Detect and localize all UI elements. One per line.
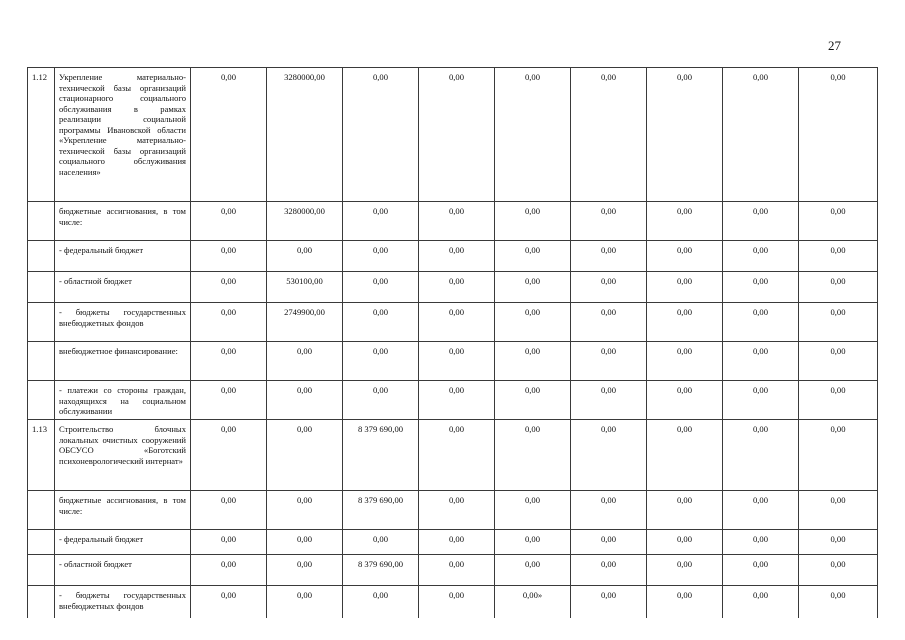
amount-cell: 0,00 [343,530,419,555]
amount-cell: 0,00 [799,555,878,586]
amount-cell: 0,00 [191,68,267,202]
table-row [28,491,878,530]
amount-cell: 0,00 [723,420,799,491]
amount-cell: 0,00 [495,68,571,202]
row-description: - федеральный бюджет [55,530,191,555]
amount-cell: 0,00 [799,342,878,381]
row-index [28,202,55,241]
amount-cell: 0,00 [191,555,267,586]
table-row [28,202,878,241]
amount-cell: 0,00 [495,381,571,420]
amount-cell: 0,00 [343,381,419,420]
amount-cell: 0,00 [571,491,647,530]
amount-cell: 0,00 [419,68,495,202]
row-index: 1.12 [28,68,55,202]
amount-cell: 0,00 [267,241,343,272]
row-description: - областной бюджет [55,272,191,303]
amount-cell: 0,00 [191,342,267,381]
amount-cell: 8 379 690,00 [343,555,419,586]
amount-cell: 0,00 [191,303,267,342]
amount-cell: 0,00 [419,530,495,555]
amount-cell: 0,00 [191,491,267,530]
row-index [28,272,55,303]
amount-cell: 0,00 [419,342,495,381]
amount-cell: 0,00 [419,241,495,272]
amount-cell: 0,00 [343,303,419,342]
amount-cell: 0,00 [647,241,723,272]
amount-cell: 8 379 690,00 [343,491,419,530]
amount-cell: 0,00 [267,381,343,420]
amount-cell: 0,00 [799,303,878,342]
amount-cell: 0,00 [495,491,571,530]
amount-cell: 2749900,00 [267,303,343,342]
amount-cell: 0,00 [343,68,419,202]
amount-cell: 0,00 [267,555,343,586]
amount-cell: 0,00 [647,342,723,381]
budget-table [27,67,878,618]
row-index [28,381,55,420]
amount-cell: 0,00 [799,491,878,530]
amount-cell: 0,00 [799,272,878,303]
amount-cell: 0,00 [267,491,343,530]
row-index [28,586,55,619]
row-index [28,530,55,555]
amount-cell: 0,00 [419,381,495,420]
amount-cell: 0,00 [495,342,571,381]
amount-cell: 0,00 [647,530,723,555]
amount-cell: 0,00 [495,241,571,272]
amount-cell: 0,00 [343,202,419,241]
table-row [28,303,878,342]
amount-cell: 0,00» [495,586,571,619]
amount-cell: 0,00 [723,303,799,342]
row-index [28,241,55,272]
amount-cell: 0,00 [571,202,647,241]
amount-cell: 0,00 [495,272,571,303]
amount-cell: 0,00 [723,272,799,303]
amount-cell: 0,00 [799,241,878,272]
table-row [28,342,878,381]
amount-cell: 0,00 [571,420,647,491]
amount-cell: 0,00 [571,68,647,202]
row-description: - федеральный бюджет [55,241,191,272]
amount-cell: 8 379 690,00 [343,420,419,491]
table-row [28,381,878,420]
row-description: - платежи со стороны граждан, находящихся на социальном обслуживании [55,381,191,420]
amount-cell: 0,00 [571,381,647,420]
amount-cell: 0,00 [267,342,343,381]
row-description: - бюджеты государственных внебюджетных фондов [55,303,191,342]
amount-cell: 0,00 [571,303,647,342]
amount-cell: 0,00 [419,303,495,342]
amount-cell: 0,00 [647,68,723,202]
row-description: бюджетные ассигнования, в том числе: [55,202,191,241]
amount-cell: 0,00 [723,68,799,202]
amount-cell: 0,00 [343,241,419,272]
table-row [28,555,878,586]
amount-cell: 0,00 [647,303,723,342]
amount-cell: 0,00 [647,202,723,241]
amount-cell: 0,00 [723,241,799,272]
row-index [28,342,55,381]
budget-table-body [28,68,878,619]
amount-cell: 0,00 [191,586,267,619]
row-index [28,555,55,586]
row-description: - областной бюджет [55,555,191,586]
amount-cell: 0,00 [647,272,723,303]
amount-cell: 0,00 [799,381,878,420]
amount-cell: 0,00 [723,491,799,530]
amount-cell: 0,00 [647,491,723,530]
amount-cell: 0,00 [191,272,267,303]
amount-cell: 0,00 [647,586,723,619]
amount-cell: 0,00 [191,420,267,491]
amount-cell: 0,00 [647,420,723,491]
row-description: Укрепление материально-технической базы организаций стационарного социального обслуживания в рамках реализации социальной программы Ивановской области «Укрепление материально-технической базы организаций социального обслуживания населения» [55,68,191,202]
row-index [28,491,55,530]
amount-cell: 0,00 [343,586,419,619]
amount-cell: 0,00 [495,555,571,586]
amount-cell: 0,00 [419,420,495,491]
amount-cell: 0,00 [723,342,799,381]
amount-cell: 0,00 [647,381,723,420]
amount-cell: 0,00 [723,381,799,420]
amount-cell: 0,00 [723,530,799,555]
row-description: внебюджетное финансирование: [55,342,191,381]
row-description: бюджетные ассигнования, в том числе: [55,491,191,530]
row-index [28,303,55,342]
row-index: 1.13 [28,420,55,491]
amount-cell: 0,00 [571,342,647,381]
amount-cell: 0,00 [799,530,878,555]
table-row [28,241,878,272]
amount-cell: 0,00 [267,530,343,555]
amount-cell: 0,00 [571,241,647,272]
amount-cell: 3280000,00 [267,202,343,241]
amount-cell: 0,00 [799,202,878,241]
amount-cell: 0,00 [495,530,571,555]
amount-cell: 0,00 [799,420,878,491]
table-row [28,272,878,303]
amount-cell: 0,00 [267,420,343,491]
amount-cell: 0,00 [419,272,495,303]
amount-cell: 0,00 [419,491,495,530]
page-number: 27 [828,38,841,53]
amount-cell: 0,00 [799,68,878,202]
amount-cell: 0,00 [495,202,571,241]
amount-cell: 0,00 [571,272,647,303]
row-description: Строительство блочных локальных очистных сооружений ОБСУСО «Боготский психоневрологический интернат» [55,420,191,491]
amount-cell: 0,00 [191,241,267,272]
table-row [28,530,878,555]
amount-cell: 0,00 [799,586,878,619]
amount-cell: 0,00 [495,420,571,491]
amount-cell: 0,00 [571,586,647,619]
table-row [28,68,878,202]
amount-cell: 0,00 [571,530,647,555]
amount-cell: 0,00 [723,586,799,619]
table-row [28,586,878,619]
amount-cell: 0,00 [343,342,419,381]
table-row [28,420,878,491]
amount-cell: 0,00 [191,530,267,555]
amount-cell: 3280000,00 [267,68,343,202]
amount-cell: 0,00 [419,202,495,241]
amount-cell: 0,00 [191,381,267,420]
amount-cell: 0,00 [343,272,419,303]
amount-cell: 0,00 [495,303,571,342]
amount-cell: 0,00 [419,555,495,586]
amount-cell: 0,00 [647,555,723,586]
amount-cell: 0,00 [191,202,267,241]
amount-cell: 0,00 [267,586,343,619]
row-description: - бюджеты государственных внебюджетных фондов [55,586,191,619]
amount-cell: 0,00 [571,555,647,586]
amount-cell: 0,00 [419,586,495,619]
amount-cell: 0,00 [723,555,799,586]
amount-cell: 530100,00 [267,272,343,303]
amount-cell: 0,00 [723,202,799,241]
